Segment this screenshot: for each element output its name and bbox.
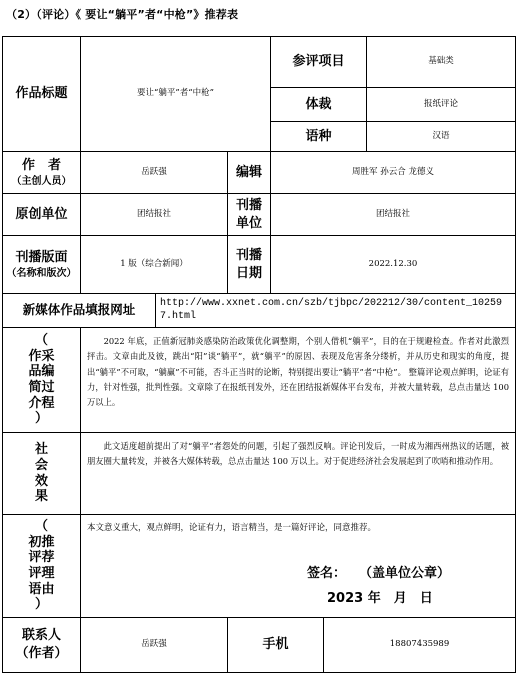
intro-label-0: （: [34, 333, 48, 349]
editor-value: 周胜军 孙云合 龙德义: [271, 152, 516, 194]
phone-label: 手机: [228, 618, 324, 673]
table-caption: （2）（评论）《 要让“躺平”者“中枪”》推荐表: [6, 8, 239, 21]
pub-unit-label: [228, 194, 271, 236]
author-label: [3, 152, 81, 194]
review-label-2: 评荐: [28, 550, 55, 566]
intro-label-3: 简过: [28, 380, 55, 395]
phone-value: 18807435989: [324, 618, 516, 673]
review-label: [3, 515, 81, 618]
intro-text: 2022 年底，正值新冠肺炎感染防治政策优化调整期，个别人借机“躺平”，目的在于规避检查。作者对此激烈抨击。文章由此及彼，跳出“阳”谈“躺平”，就“躺平”的原因、表现及危害条分缕析，并从历史和现实的角度，提出“躺平”不可取，“躺赢”不可能，否斗正当时的论断，特别提出要让“躺平”者“中枪”。 整篇评论观点鲜明，论证有力，针对性强，批判性强。文章除了在报纸刊发外，还在团结报新媒体平台发布，并被大量转载，总点击量达 100 万以上。: [81, 328, 516, 433]
contact-label-main: 联系人: [21, 628, 61, 644]
effect-label-0: 社: [34, 442, 48, 458]
intro-label-4: 介程: [28, 395, 55, 411]
effect-label-2: 效: [34, 473, 48, 489]
effect-label: [3, 433, 81, 515]
title-value: 要让“躺平”者“中枪”: [81, 37, 271, 152]
author-label-sub: （主创人员）: [11, 175, 72, 187]
author-value: 岳跃强: [81, 152, 228, 194]
intro-label-5: ）: [34, 411, 48, 427]
intro-label-1: 作采: [28, 348, 55, 364]
effect-label-1: 会: [34, 457, 48, 473]
review-text: 本文意义重大，观点鲜明，论证有力，语言精当，是一篇好评论，同意推荐。: [87, 523, 377, 533]
page-value: 1 版（综合新闻）: [81, 236, 228, 294]
review-cell: [81, 515, 516, 618]
contact-label-sub: （作者）: [15, 646, 68, 661]
title-label: 作品标题: [3, 37, 81, 152]
language-label: 语种: [271, 122, 367, 152]
unit-value: 团结报社: [81, 194, 228, 236]
genre-label: 体裁: [271, 88, 367, 122]
genre-value: 报纸评论: [367, 88, 516, 122]
effect-label-3: 果: [34, 489, 48, 505]
contact-label: [3, 618, 81, 673]
review-label-4: 语由: [28, 581, 55, 597]
page-label-main: 刊播版面: [15, 249, 68, 265]
intro-label: [3, 328, 81, 433]
project-label: 参评项目: [271, 37, 367, 88]
intro-label-2: 品编: [28, 364, 55, 380]
url-label: 新媒体作品填报网址: [3, 294, 156, 328]
language-value: 汉语: [367, 122, 516, 152]
sign-text: 签名： （盖单位公章）: [307, 566, 451, 581]
url-link[interactable]: http://www.xxnet.com.cn/szb/tjbpc/202212/30/content_102597.html: [156, 294, 516, 328]
effect-text: 此文适度超前提出了对“躺平”者怨处的问题，引起了强烈反响。评论刊发后，一时成为湘西州热议的话题，被朋友圈大量转发，并被各大媒体转载，总点击量达 100 万以上。对于促进经济社会发展起到了吹哨和推动作用。: [81, 433, 516, 515]
recommendation-table: [2, 36, 516, 673]
date-value: 2022.12.30: [271, 236, 516, 294]
review-label-1: 初推: [28, 534, 55, 550]
author-label-main: 作 者: [21, 157, 61, 173]
date-label-2: 日期: [235, 265, 262, 281]
sign-date: 2023 年 月 日: [327, 591, 433, 606]
date-label: [228, 236, 271, 294]
page-label-sub: （名称和版次）: [6, 267, 77, 279]
review-label-3: 评理: [28, 566, 55, 581]
review-label-5: ）: [34, 597, 48, 613]
pub-unit-label-2: 单位: [235, 215, 262, 231]
project-value: 基础类: [367, 37, 516, 88]
editor-label: 编辑: [228, 152, 271, 194]
date-label-1: 刊播: [235, 247, 262, 263]
unit-label: 原创单位: [3, 194, 81, 236]
review-label-0: （: [34, 519, 48, 535]
contact-value: 岳跃强: [81, 618, 228, 673]
page-label: [3, 236, 81, 294]
pub-unit-label-1: 刊播: [235, 197, 262, 213]
pub-unit-value: 团结报社: [271, 194, 516, 236]
